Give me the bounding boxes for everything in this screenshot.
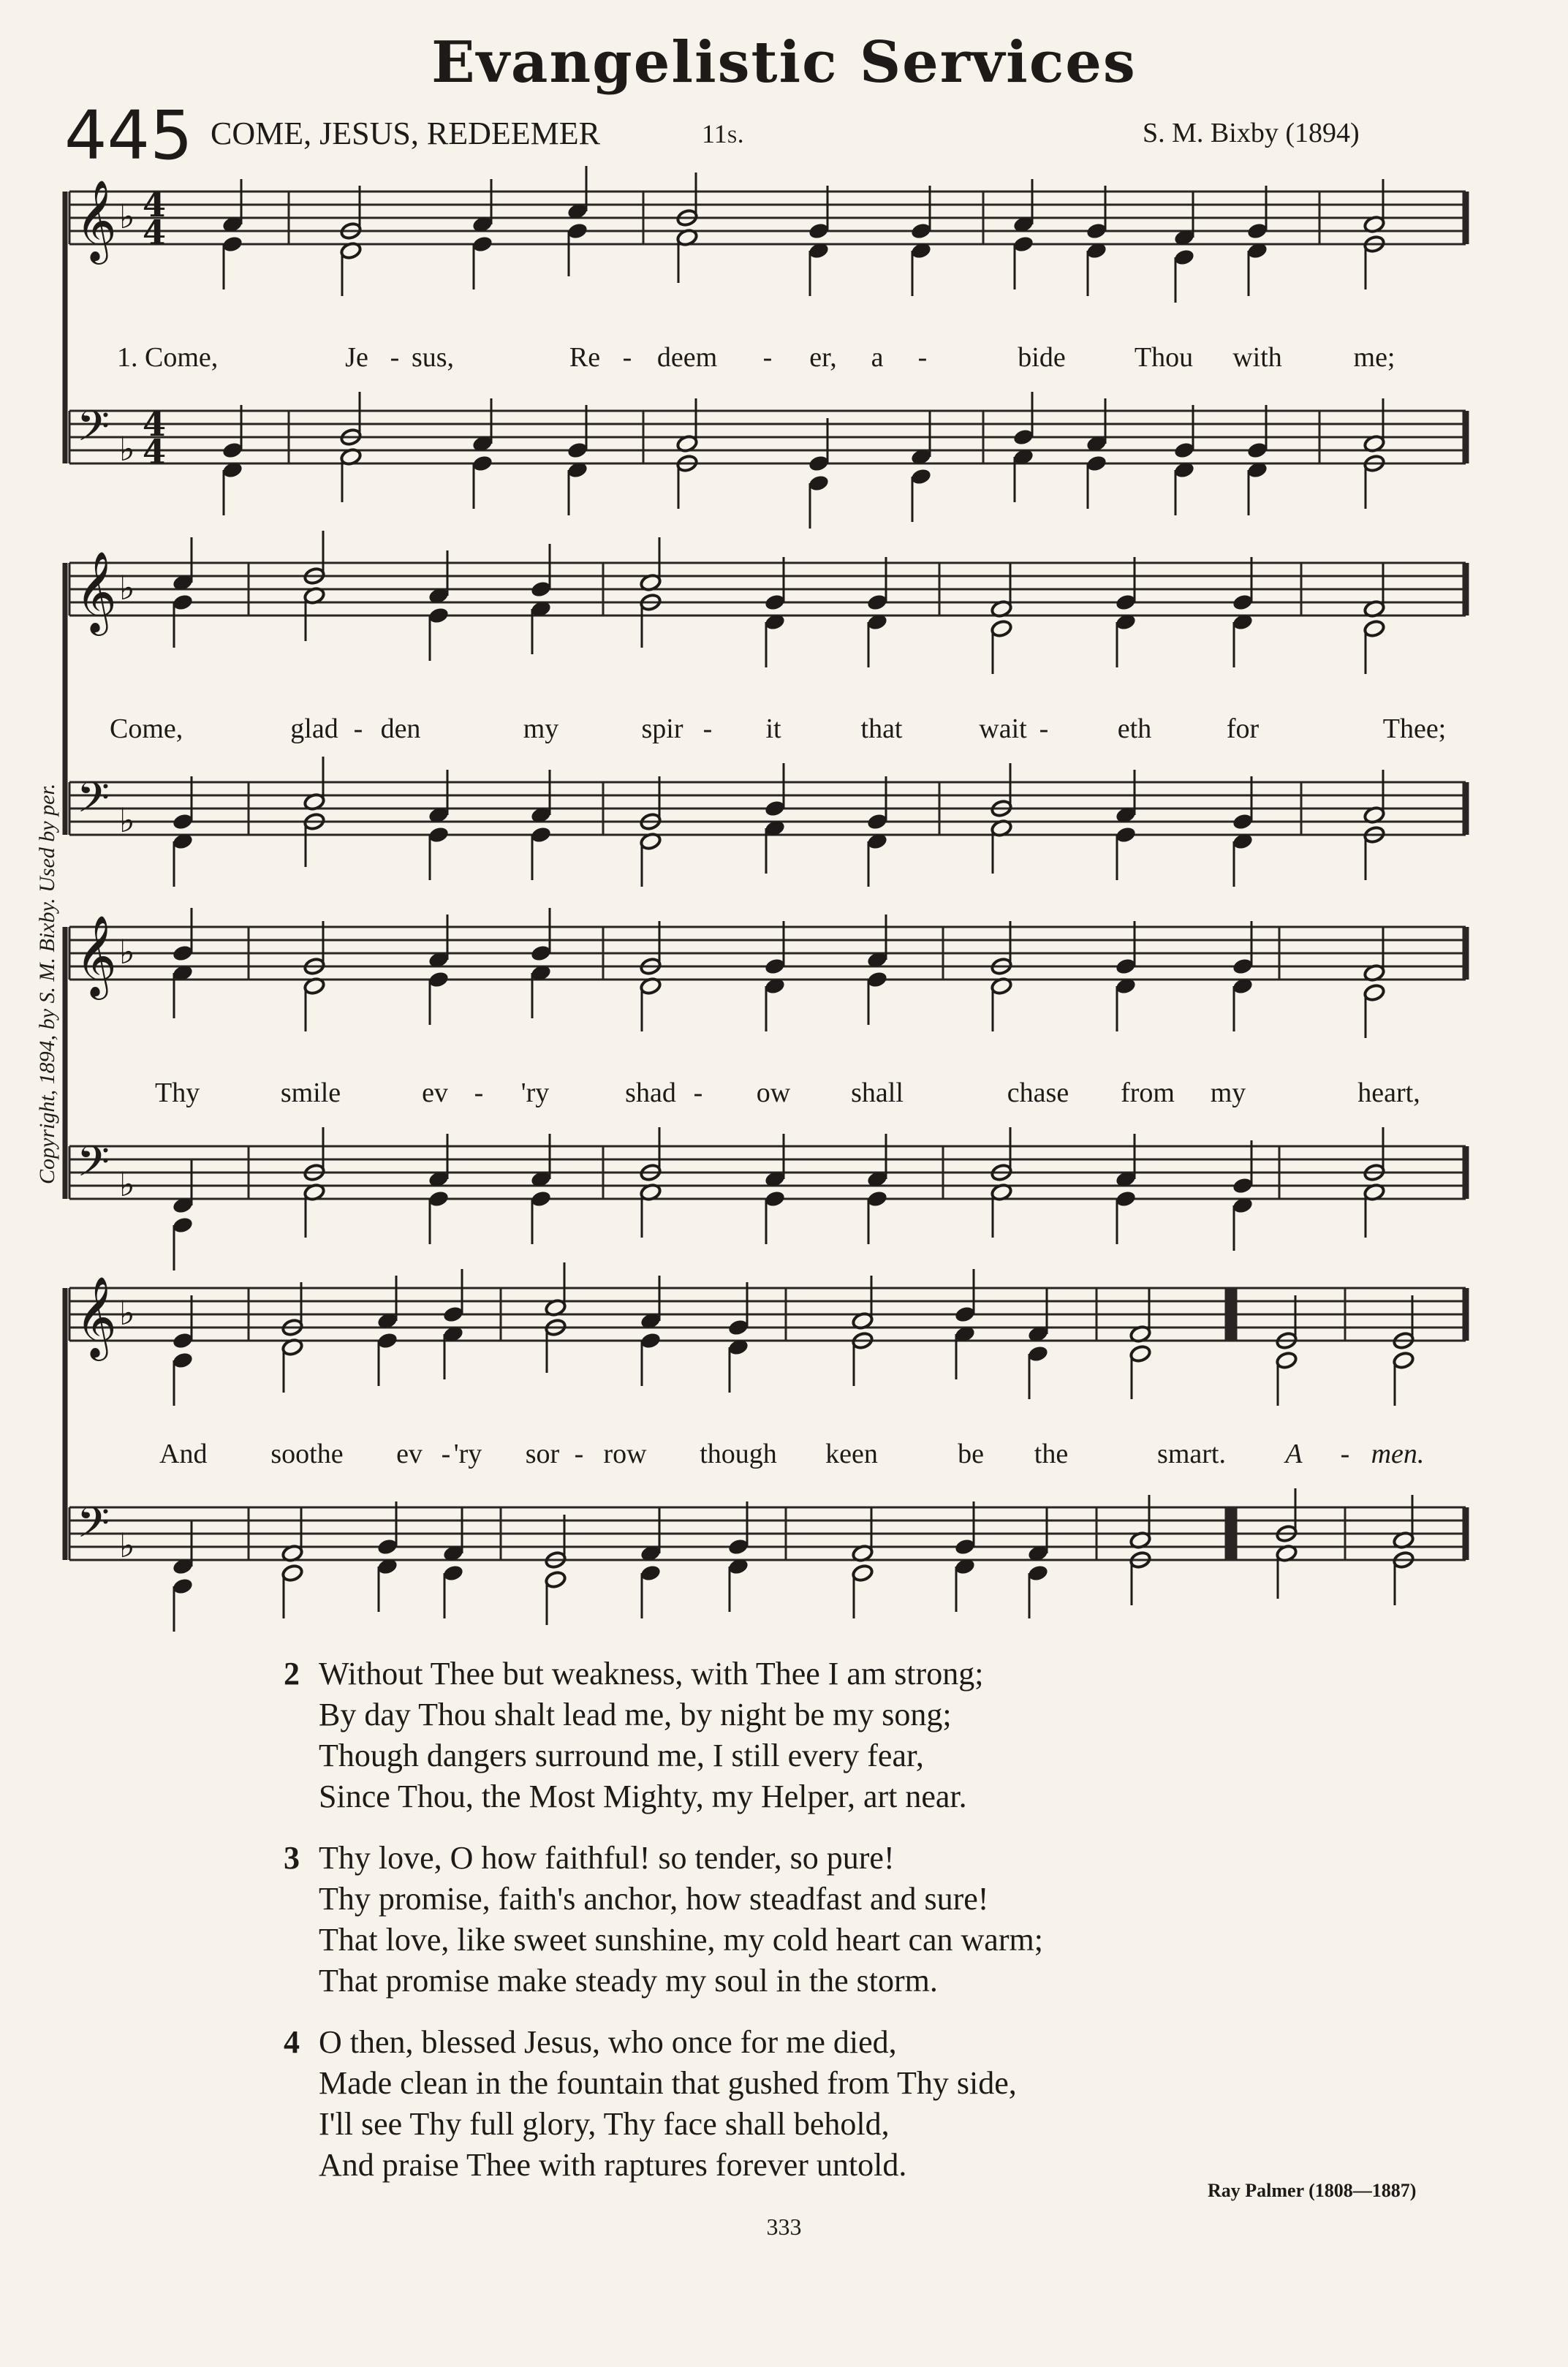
staff-system [0,519,1568,840]
stanza-line: I'll see Thy full glory, Thy face shall behold, [319,2106,890,2142]
hymn-number: 445 [64,96,193,175]
lyric-syllable: my [523,713,559,744]
bass-time-signature-bottom: 4 [143,432,167,471]
lyric-syllable: Thee; [1382,713,1447,744]
lyric-syllable: that [860,713,903,744]
stanza-number: 3 [284,1840,300,1876]
lyric-syllable: smart. [1157,1439,1226,1469]
section-title: Evangelistic Services [431,29,1137,96]
lyric-syllable: shall [851,1078,904,1108]
hymn-composer: S. M. Bixby (1894) [1143,118,1360,148]
treble-clef-icon: 𝄞 [75,914,117,996]
lyric-syllable: ev [396,1439,423,1469]
lyric-syllable: - [390,342,400,373]
lyric-syllable: Je [345,342,368,373]
lyric-syllable: Re [569,342,601,373]
stanza-line: Though dangers surround me, I still every fear, [319,1738,924,1773]
lyric-syllable: though [700,1439,777,1469]
flat-icon: ♭ [119,1526,135,1565]
lyric-syllable: wait [979,713,1027,744]
lyric-syllable: for [1226,713,1260,744]
flat-icon: ♭ [119,800,135,840]
treble-time-signature-bottom: 4 [143,213,167,252]
lyric-syllable: glad [290,713,338,744]
lyric-syllable: keen [825,1439,878,1469]
flat-icon: ♭ [119,932,135,972]
lyric-syllable: 'ry [520,1078,550,1108]
flat-icon: ♭ [119,1293,135,1333]
page-number: 333 [766,2213,802,2240]
lyric-syllable: be [958,1439,984,1469]
stanza-line: By day Thou shalt lead me, by night be my song; [319,1697,952,1732]
staff-system [0,148,1568,471]
lyric-syllable: - [353,713,363,744]
amen-lyric: - [1340,1439,1350,1469]
lyric-syllable: Thou [1134,342,1194,373]
lyric-syllable: shad [625,1078,676,1108]
lyric-syllable: - [693,1078,703,1108]
lyric-syllable: spir [641,713,683,744]
bass-clef-icon: 𝄢 [77,401,110,461]
flat-icon: ♭ [119,429,135,469]
lyric-syllable: - [474,1078,484,1108]
stanza-3 [284,1838,1043,2001]
lyric-syllable: er, [809,342,837,373]
stanza-line: Without Thee but weakness, with Thee I am strong; [319,1656,984,1692]
stanza-line: Made clean in the fountain that gushed from Thy side, [319,2065,1017,2101]
stanza-line: That love, like sweet sunshine, my cold heart can warm; [319,1922,1043,1958]
treble-clef-icon: 𝄞 [75,1276,117,1357]
lyric-syllable: it [765,713,781,744]
lyric-syllable: 1. Come, [117,342,219,373]
stanza-line: Thy love, O how faithful! so tender, so pure! [319,1840,895,1876]
lyric-syllable: eth [1117,713,1152,744]
bass-clef-icon: 𝄢 [77,1498,110,1558]
amen-lyric: A [1285,1439,1303,1469]
stanza-2 [284,1654,983,1817]
lyric-syllable: - [762,342,773,373]
lyric-syllable: bide [1018,342,1066,373]
flat-icon: ♭ [119,568,135,607]
lyric-syllable: sor [525,1439,560,1469]
lyric-syllable: heart, [1357,1078,1420,1108]
amen-lyric: men. [1371,1439,1425,1469]
bass-clef-icon: 𝄢 [77,773,110,833]
lyric-syllable: - [917,342,928,373]
stanza-line: That promise make steady my soul in the storm. [319,1963,938,1999]
text-author: Ray Palmer (1808—1887) [1208,2180,1417,2201]
staff-system [0,1244,1568,1565]
stanza-line: And praise Thee with raptures forever untold. [319,2147,907,2183]
lyric-syllable: ev [422,1078,448,1108]
lyric-syllable: from [1121,1078,1175,1108]
lyric-syllable: And [159,1439,208,1469]
lyric-syllable: - [622,342,632,373]
lyric-syllable: sus, [411,342,455,373]
stanza-line: Thy promise, faith's anchor, how steadfast and sure! [319,1881,989,1917]
lyric-syllable: my [1210,1078,1246,1108]
lyric-syllable: row [603,1439,647,1469]
hymn-meter: 11s. [702,119,744,148]
lyric-syllable: chase [1007,1078,1069,1108]
lyric-syllable: me; [1353,342,1395,373]
lyric-syllable: - [1039,713,1049,744]
lyric-syllable: 'ry [453,1439,482,1469]
lyric-syllable: a [871,342,884,373]
stanza-line: Since Thou, the Most Mighty, my Helper, art near. [319,1779,967,1814]
lyric-syllable: Come, [110,713,183,744]
lyric-syllable: - [441,1439,451,1469]
lyric-syllable: Thy [155,1078,200,1108]
stanza-number: 4 [284,2024,300,2060]
lyric-syllable: ow [756,1078,791,1108]
treble-clef-icon: 𝄞 [75,179,117,261]
treble-time-signature-top: 4 [143,185,167,224]
staff-system [0,883,1568,1204]
lyric-syllable: with [1232,342,1282,373]
stanza-number: 2 [284,1656,300,1692]
flat-icon: ♭ [119,1164,135,1204]
bass-clef-icon: 𝄢 [77,1137,110,1197]
flat-icon: ♭ [119,197,135,236]
lyric-syllable: the [1034,1439,1069,1469]
lyric-syllable: soothe [270,1439,344,1469]
lyric-syllable: - [574,1439,584,1469]
lyric-syllable: deem [656,342,718,373]
lyric-syllable: smile [280,1078,341,1108]
stanza-4 [284,2022,1017,2186]
bass-time-signature-top: 4 [143,404,167,444]
copyright-notice: Copyright, 1894, by S. M. Bixby. Used by per. [35,783,59,1184]
treble-clef-icon: 𝄞 [75,550,117,632]
hymn-title: COME, JESUS, REDEEMER [211,115,600,151]
lyric-syllable: - [702,713,713,744]
lyric-syllable: den [380,713,421,744]
stanza-line: O then, blessed Jesus, who once for me died, [319,2024,897,2060]
